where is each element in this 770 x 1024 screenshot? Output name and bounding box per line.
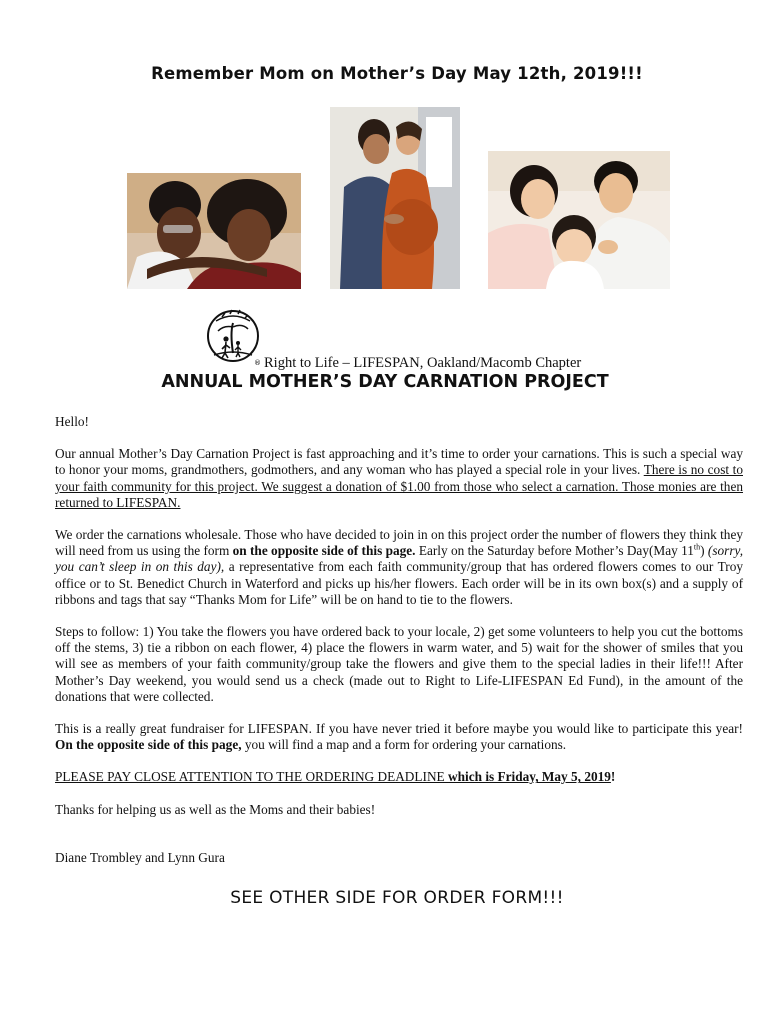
greeting: Hello! [55,414,89,429]
paragraph-intro: Our annual Mother’s Day Carnation Project is fast approaching and it’s time to order your carnations. This is such a special way to honor your moms, grandmothers, godmothers, and any woman who has played a special role in your lives. There is no cost to your faith community for this project. We suggest a donation of $1.00 from those who select a carnation. Those monies are then returned to LIFESPAN. [55,446,743,510]
letter-body [55,414,743,882]
see-other-side-note: SEE OTHER SIDE FOR ORDER FORM!!! [230,888,564,908]
deadline-notice: PLEASE PAY CLOSE ATTENTION TO THE ORDERING DEADLINE which is Friday, May 5, 2019! [55,769,616,785]
lifespan-logo [200,309,264,367]
paragraph-ordering: We order the carnations wholesale. Those who have decided to join in on this project order the number of flowers they think they will need from us using the form on the opposite side of this page. Early on the Saturday before Mother’s Day(May 11th) (sorry, you can’t sleep in on this day), a representative from each faith community/group that has ordered flowers comes to our Troy office or to St. Benedict Church in Waterford and picks up his/her flowers. Each order will be in its own box(s) and a supply of ribbons and tags that say “Thanks Mom for Life” will be on hand to tie to the flowers. [55,527,744,607]
photo-women-embracing [127,173,301,289]
no-cost-note: There is no cost to your faith community for this project. We suggest a donation of $1.00 from those who select a carnation. Those monies are then returned to LIFESPAN. [55,462,743,510]
page-title: ANNUAL MOTHER’S DAY CARNATION PROJECT [161,372,609,392]
signature: Diane Trombley and Lynn Gura [55,849,225,865]
headline: Remember Mom on Mother’s Day May 12th, 2019!!! [151,64,643,83]
photo-family-with-baby [488,151,670,289]
thanks-line: Thanks for helping us as well as the Moms and their babies! [55,801,376,817]
paragraph-steps: Steps to follow: 1) You take the flowers you have ordered back to your locale, 2) get some volunteers to help you cut the bottoms off the stems, 3) tie a ribbon on each flower, 4) place the flowers in warm water, and 5) wait for the shower of smiles that you will see as members of your faith community/group take the flowers and give them to the special ladies in their life!!! After Mother’s Day weekend, you would send us a check (made out to Right to Life-LIFESPAN Ed Fund), in the amount of the donations that were collected. [55,624,743,704]
paragraph-fundraiser: This is a really great fundraiser for LIFESPAN. If you have never tried it before maybe you would like to participate this year! On the opposite side of this page, you will find a map and a form for ordering your carnations. [55,721,743,753]
svg-text:®: ® [254,359,261,367]
photo-expectant-couple [330,107,460,289]
organization-line: Right to Life – LIFESPAN, Oakland/Macomb Chapter [264,355,582,371]
